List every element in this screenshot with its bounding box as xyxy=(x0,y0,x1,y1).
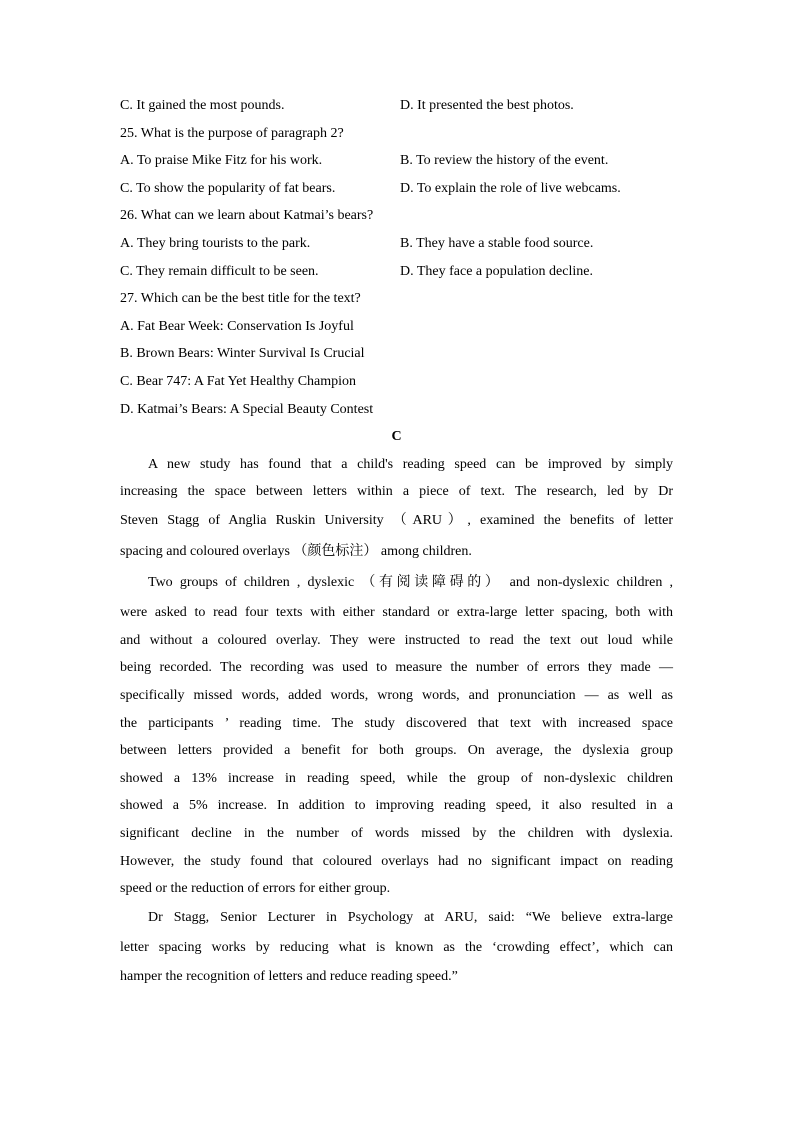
passage-line: spacing and coloured overlays （颜色标注） among children. xyxy=(120,544,472,559)
q27-question: 27. Which can be the best title for the text? xyxy=(120,291,361,306)
passage-line: specifically missed words, added words, wrong words, and pronunciation — as well as xyxy=(120,688,673,703)
q24-option-d: D. It presented the best photos. xyxy=(400,98,574,113)
passage-line: and without a coloured overlay. They were instructed to read the text out loud while xyxy=(120,633,673,648)
q25-option-b: B. To review the history of the event. xyxy=(400,153,609,168)
q26-option-a: A. They bring tourists to the park. xyxy=(120,236,311,251)
q25-option-d: D. To explain the role of live webcams. xyxy=(400,181,621,196)
q25-option-a: A. To praise Mike Fitz for his work. xyxy=(120,153,323,168)
passage-line: speed or the reduction of errors for either group. xyxy=(120,881,391,896)
passage-line: between letters provided a benefit for both groups. On average, the dyslexia group xyxy=(120,743,673,758)
passage-line: hamper the recognition of letters and reduce reading speed.” xyxy=(120,969,458,984)
passage-line: significant decline in the number of words missed by the children with dyslexia. xyxy=(120,826,673,841)
passage-line: However, the study found that coloured overlays had no significant impact on reading xyxy=(120,854,673,869)
q26-option-b: B. They have a stable food source. xyxy=(400,236,594,251)
q27-option-c: C. Bear 747: A Fat Yet Healthy Champion xyxy=(120,374,357,389)
q26-question: 26. What can we learn about Katmai’s bears? xyxy=(120,208,374,223)
q25-question: 25. What is the purpose of paragraph 2? xyxy=(120,126,344,141)
q25-option-c: C. To show the popularity of fat bears. xyxy=(120,181,336,196)
passage-line: the participants ’ reading time. The study discovered that text with increased space xyxy=(120,716,673,731)
q27-option-d: D. Katmai’s Bears: A Special Beauty Contest xyxy=(120,402,374,417)
passage-line: Two groups of children , dyslexic （有阅读障碍的） and non-dyslexic children , xyxy=(148,575,673,590)
passage-line: showed a 13% increase in reading speed, while the group of non-dyslexic children xyxy=(120,771,673,786)
q26-option-d: D. They face a population decline. xyxy=(400,264,593,279)
q24-option-c: C. It gained the most pounds. xyxy=(120,98,285,113)
passage-line: were asked to read four texts with either standard or extra-large letter spacing, both with xyxy=(120,605,673,620)
passage-line: Dr Stagg, Senior Lecturer in Psychology at ARU, said: “We believe extra-large xyxy=(148,910,673,925)
q26-option-c: C. They remain difficult to be seen. xyxy=(120,264,319,279)
passage-line: letter spacing works by reducing what is known as the ‘crowding effect’, which can xyxy=(120,940,673,955)
passage-line: Steven Stagg of Anglia Ruskin University （ARU）, examined the benefits of letter xyxy=(120,513,673,528)
section-title: C xyxy=(391,429,402,444)
q27-option-b: B. Brown Bears: Winter Survival Is Crucial xyxy=(120,346,365,361)
q27-option-a: A. Fat Bear Week: Conservation Is Joyful xyxy=(120,319,354,334)
passage-line: showed a 5% increase. In addition to improving reading speed, it also resulted in a xyxy=(120,798,673,813)
passage-line: increasing the space between letters within a piece of text. The research, led by Dr xyxy=(120,484,673,499)
passage-line: being recorded. The recording was used to measure the number of errors they made — xyxy=(120,660,673,675)
passage-line: A new study has found that a child's reading speed can be improved by simply xyxy=(148,457,673,472)
